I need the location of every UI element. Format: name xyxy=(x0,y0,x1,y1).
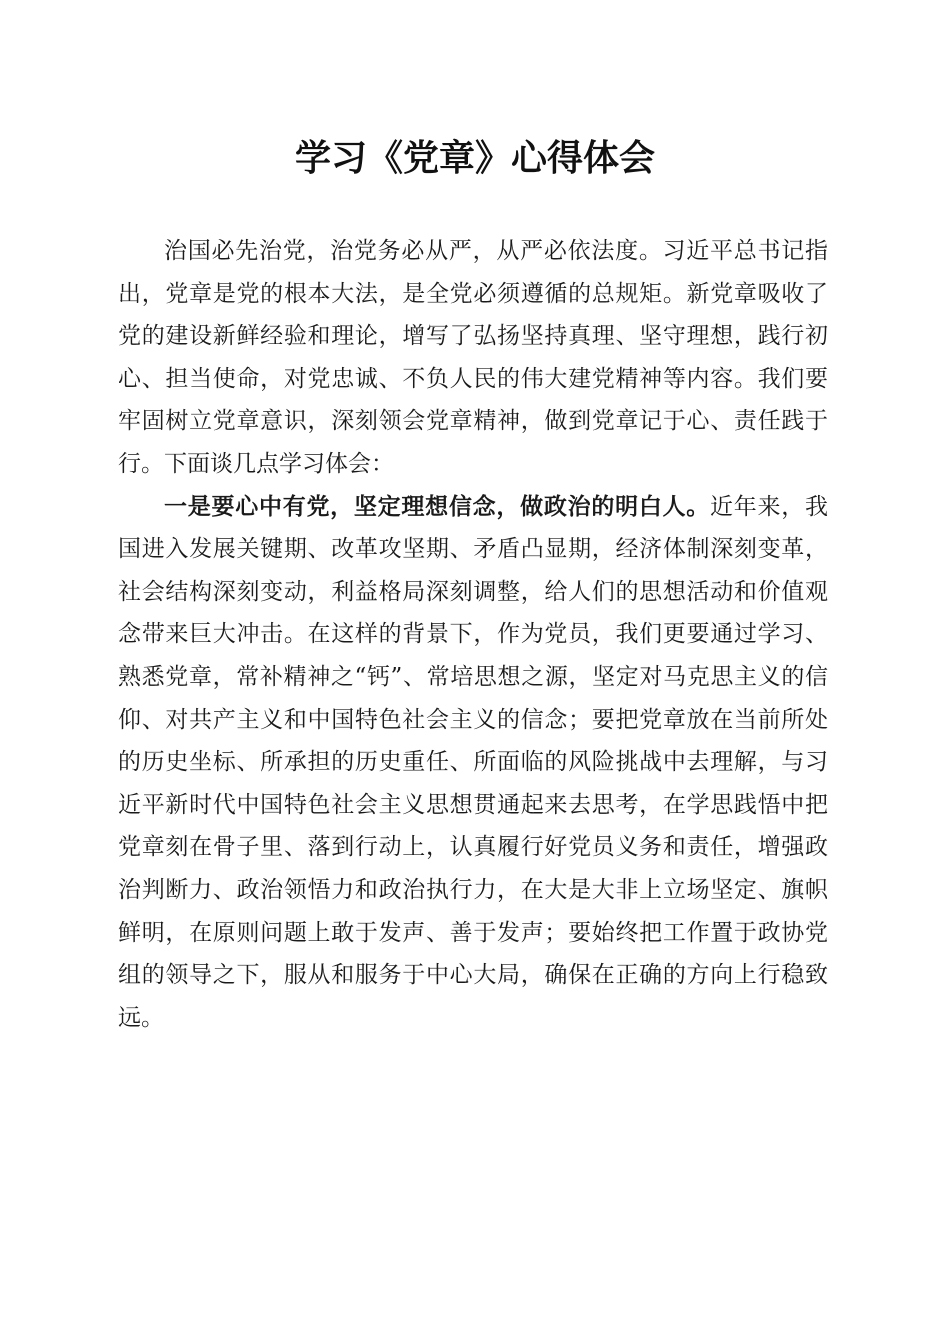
paragraph-point-one xyxy=(118,486,828,1040)
paragraph-text: 近年来，我国进入发展关键期、改革攻坚期、矛盾凸显期，经济体制深刻变革，社会结构深刻变动，利益格局深刻调整，给人们的思想活动和价值观念带来巨大冲击。在这样的背景下，作为党员，我们更要通过学习、熟悉党章，常补精神之“钙”、常培思想之源，坚定对马克思主义的信仰、对共产主义和中国特色社会主义的信念；要把党章放在当前所处的历史坐标、所承担的历史重任、所面临的风险挑战中去理解，与习近平新时代中国特色社会主义思想贯通起来去思考，在学思践悟中把党章刻在骨子里、落到行动上，认真履行好党员义务和责任，增强政治判断力、政治领悟力和政治执行力，在大是大非上立场坚定、旗帜鲜明，在原则问题上敢于发声、善于发声；要始终把工作置于政协党组的领导之下，服从和服务于中心大局，确保在正确的方向上行稳致远。 xyxy=(118,493,829,1031)
paragraph-intro xyxy=(118,230,828,486)
paragraph-text: 治国必先治党，治党务必从严，从严必依法度。习近平总书记指出，党章是党的根本大法，是全党必须遵循的总规矩。新党章吸收了党的建设新鲜经验和理论，增写了弘扬坚持真理、坚守理想，践行初心、担当使命，对党忠诚、不负人民的伟大建党精神等内容。我们要牢固树立党章意识，深刻领会党章精神，做到党章记于心、责任践于行。下面谈几点学习体会： xyxy=(118,238,828,477)
document-title: 学习《党章》心得体会 xyxy=(294,137,655,179)
document-body xyxy=(118,230,828,1039)
paragraph-lead: 一是要心中有党，坚定理想信念，做政治的明白人。 xyxy=(164,492,711,520)
